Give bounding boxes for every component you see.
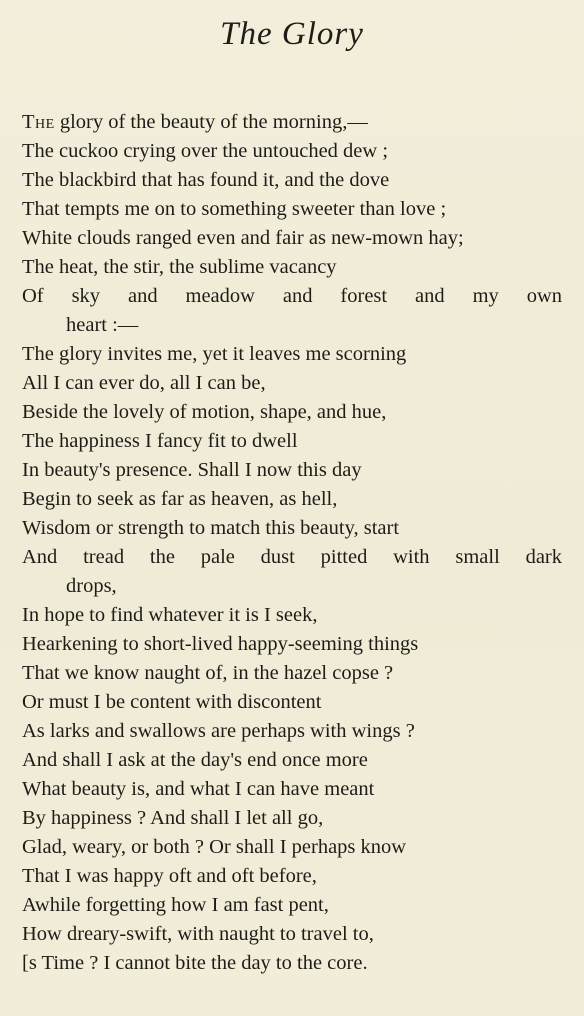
poem-line: Glad, weary, or both ? Or shall I perhaps know (22, 836, 407, 858)
poem-body (22, 108, 562, 978)
poem-line: In beauty's presence. Shall I now this day (22, 459, 362, 481)
poem-line: In hope to find whatever it is I seek, (22, 604, 318, 626)
poem-line: The happiness I fancy fit to dwell (22, 430, 298, 452)
poem-line: [s Time ? I cannot bite the day to the core. (22, 952, 368, 974)
poem-line: The heat, the stir, the sublime vacancy (22, 256, 337, 278)
poem-line: All I can ever do, all I can be, (22, 372, 266, 394)
poem-line: And tread the pale dust pitted with small dark (22, 546, 562, 568)
poem-line: How dreary-swift, with naught to travel to, (22, 923, 374, 945)
poem-line: By happiness ? And shall I let all go, (22, 807, 324, 829)
poem-line: And shall I ask at the day's end once more (22, 749, 368, 771)
poem-line: White clouds ranged even and fair as new-mown hay; (22, 227, 464, 249)
poem-line: Wisdom or strength to match this beauty, start (22, 517, 400, 539)
poem-line-continuation: drops, (66, 575, 117, 597)
poem-line: Awhile forgetting how I am fast pent, (22, 894, 329, 916)
poem-line: The glory invites me, yet it leaves me scorning (22, 343, 407, 365)
poem-line: The cuckoo crying over the untouched dew ; (22, 140, 389, 162)
poem-line: The blackbird that has found it, and the dove (22, 169, 390, 191)
poem-first-word: The (22, 111, 55, 133)
poem-line: Or must I be content with discontent (22, 691, 322, 713)
poem-line: That tempts me on to something sweeter than love ; (22, 198, 447, 220)
poem-line: What beauty is, and what I can have meant (22, 778, 375, 800)
poem-line (22, 108, 562, 137)
poem-line-continuation: heart :— (66, 314, 139, 336)
poem-line: Begin to seek as far as heaven, as hell, (22, 488, 338, 510)
poem-line-1-rest: glory of the beauty of the morning,— (54, 111, 368, 133)
poem-line: That we know naught of, in the hazel copse ? (22, 662, 394, 684)
poem-line: As larks and swallows are perhaps with wings ? (22, 720, 415, 742)
poem-title: The Glory (220, 16, 364, 52)
poem-line: Of sky and meadow and forest and my own (22, 285, 562, 307)
poem-line: Beside the lovely of motion, shape, and hue, (22, 401, 387, 423)
poem-line: Hearkening to short-lived happy-seeming things (22, 633, 419, 655)
poem-line: That I was happy oft and oft before, (22, 865, 317, 887)
